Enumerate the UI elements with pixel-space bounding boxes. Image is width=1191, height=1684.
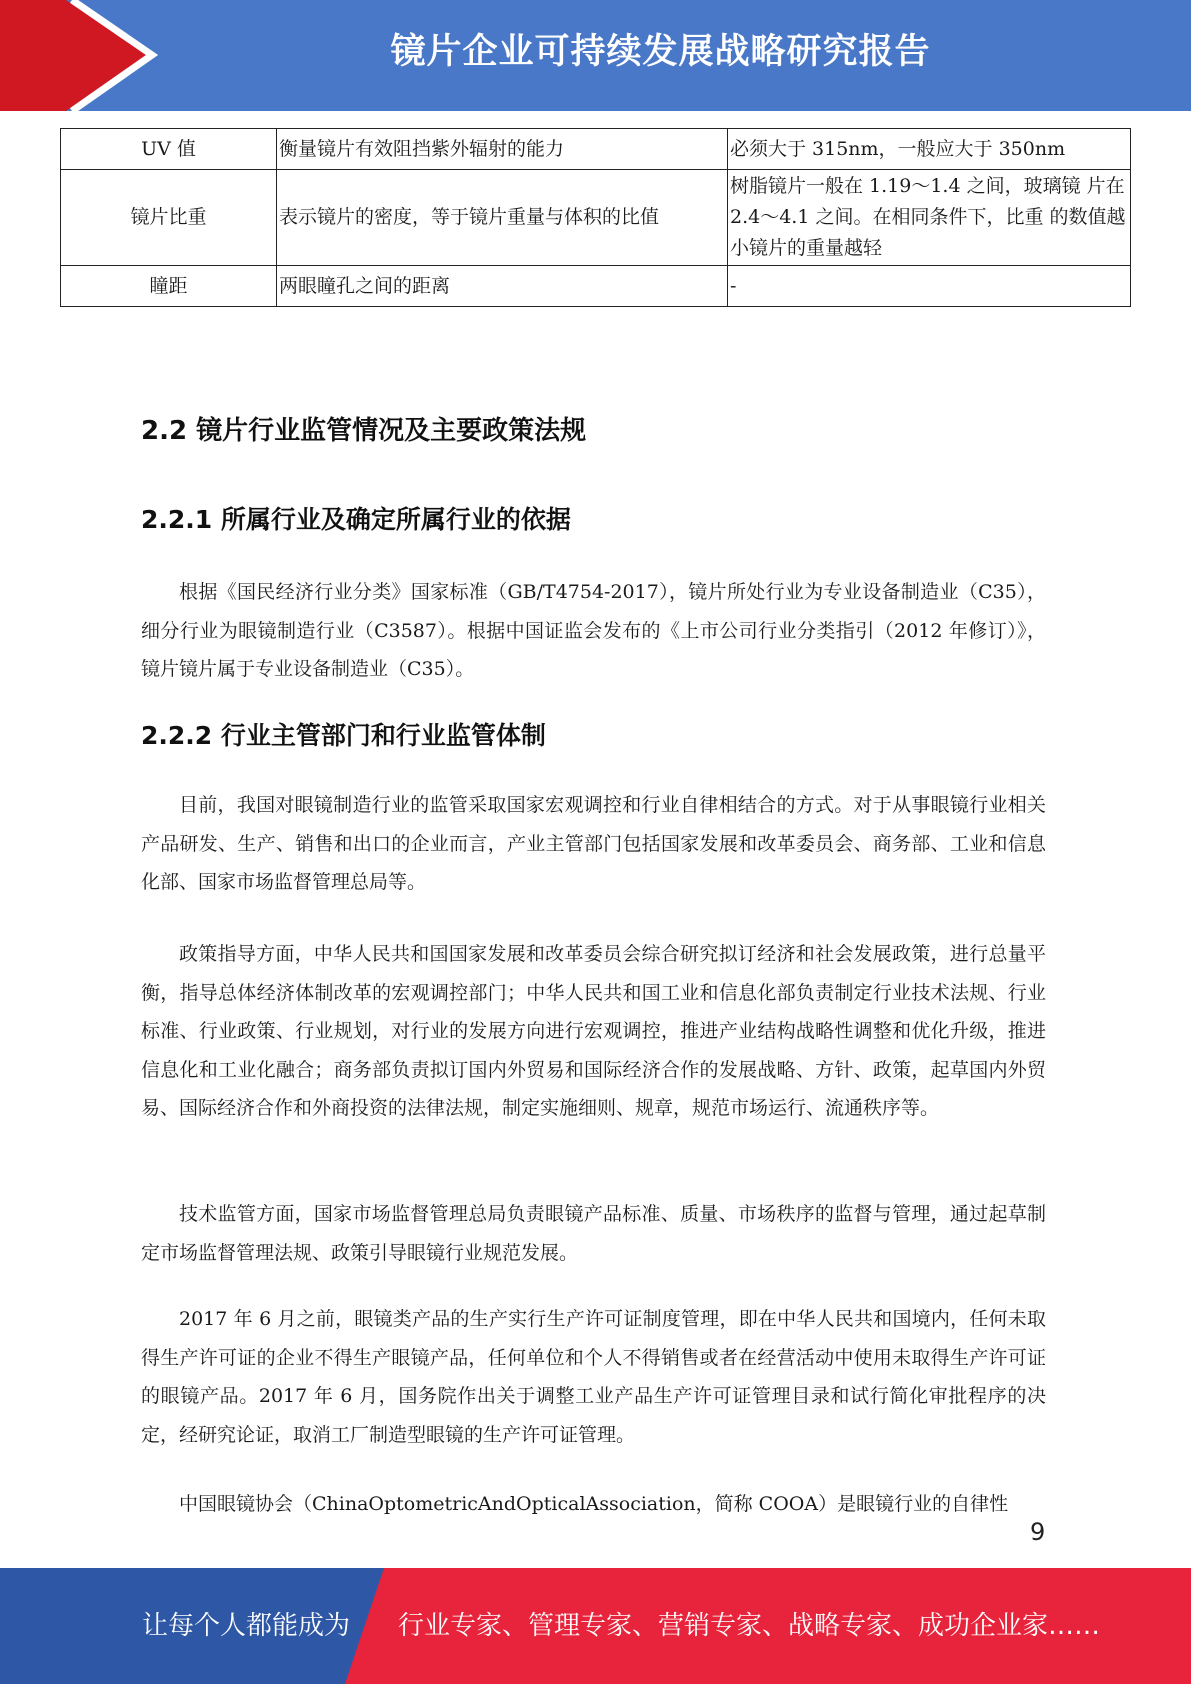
paragraph-regulation-overview: 目前，我国对眼镜制造行业的监管采取国家宏观调控和行业自律相结合的方式。对于从事眼镜行业相关产品研发、生产、销售和出口的企业而言，产业主管部门包括国家发展和改革委员会、商务部、工业和信息化部、国家市场监督管理总局等。 bbox=[141, 794, 1046, 893]
section-heading-2-2: 2.2 镜片行业监管情况及主要政策法规 bbox=[141, 416, 587, 446]
table-cell-value: - bbox=[728, 266, 1131, 307]
paragraph-policy-guidance: 政策指导方面，中华人民共和国国家发展和改革委员会综合研究拟订经济和社会发展政策，进行总量平衡，指导总体经济体制改革的宏观调控部门；中华人民共和国工业和信息化部负责制定行业技术法规、行业标准、行业政策、行业规划，对行业的发展方向进行宏观调控，推进产业结构战略性调整和优化升级，推进信息化和工业化融合；商务部负责拟订国内外贸易和国际经济合作的发展战略、方针、政策，起草国内外贸易、国际经济合作和外商投资的法律法规，制定实施细则、规章，规范市场运行、流通秩序等。 bbox=[141, 943, 1046, 1119]
paragraph-coaa: 中国眼镜协会（ChinaOptometricAndOpticalAssociation，简称 COOA）是眼镜行业的自律性 bbox=[179, 1493, 1009, 1515]
table-row bbox=[61, 129, 1131, 170]
page-footer bbox=[0, 1568, 1191, 1684]
footer-slogan-left: 让每个人都能成为 bbox=[142, 1611, 351, 1641]
paragraph-production-license: 2017 年 6 月之前，眼镜类产品的生产实行生产许可证制度管理，即在中华人民共和国境内，任何未取得生产许可证的企业不得生产眼镜产品，任何单位和个人不得销售或者在经营活动中使用未取得生产许可证的眼镜产品。2017 年 6 月，国务院作出关于调整工业产品生产许可证管理目录和试行简化审批程序的决定，经研究论证，取消工厂制造型眼镜的生产许可证管理。 bbox=[141, 1308, 1046, 1446]
table-row bbox=[61, 170, 1131, 266]
report-title: 镜片企业可持续发展战略研究报告 bbox=[390, 32, 931, 72]
lens-parameter-table bbox=[60, 128, 1131, 307]
page-number: 9 bbox=[1030, 1518, 1046, 1546]
paragraph-technical-supervision: 技术监管方面，国家市场监督管理总局负责眼镜产品标准、质量、市场秩序的监督与管理，通过起草制定市场监督管理法规、政策引导眼镜行业规范发展。 bbox=[141, 1203, 1046, 1264]
table-cell-name: 瞳距 bbox=[61, 266, 277, 307]
table-cell-value: 必须大于 315nm，一般应大于 350nm bbox=[728, 129, 1131, 170]
section-heading-2-2-1: 2.2.1 所属行业及确定所属行业的依据 bbox=[141, 505, 571, 534]
section-heading-2-2-2: 2.2.2 行业主管部门和行业监管体制 bbox=[141, 721, 546, 750]
footer-slogan-right: 行业专家、管理专家、营销专家、战略专家、成功企业家…… bbox=[398, 1611, 1101, 1641]
table-cell-definition: 两眼瞳孔之间的距离 bbox=[277, 266, 728, 307]
page-header bbox=[0, 0, 1191, 111]
table-cell-name: 镜片比重 bbox=[61, 170, 277, 266]
table-cell-value: 树脂镜片一般在 1.19～1.4 之间，玻璃镜 片在 2.4～4.1 之间。在相同条件下，比重 的数值越小镜片的重量越轻 bbox=[728, 170, 1131, 266]
table-row bbox=[61, 266, 1131, 307]
table-cell-name: UV 值 bbox=[61, 129, 277, 170]
table-cell-definition: 表示镜片的密度，等于镜片重量与体积的比值 bbox=[277, 170, 728, 266]
table-cell-definition: 衡量镜片有效阻挡紫外辐射的能力 bbox=[277, 129, 728, 170]
paragraph-industry-classification: 根据《国民经济行业分类》国家标准（GB/T4754-2017），镜片所处行业为专业设备制造业（C35），细分行业为眼镜制造行业（C3587）。根据中国证监会发布的《上市公司行业分类指引（2012 年修订）》，镜片镜片属于专业设备制造业（C35）。 bbox=[141, 581, 1046, 680]
